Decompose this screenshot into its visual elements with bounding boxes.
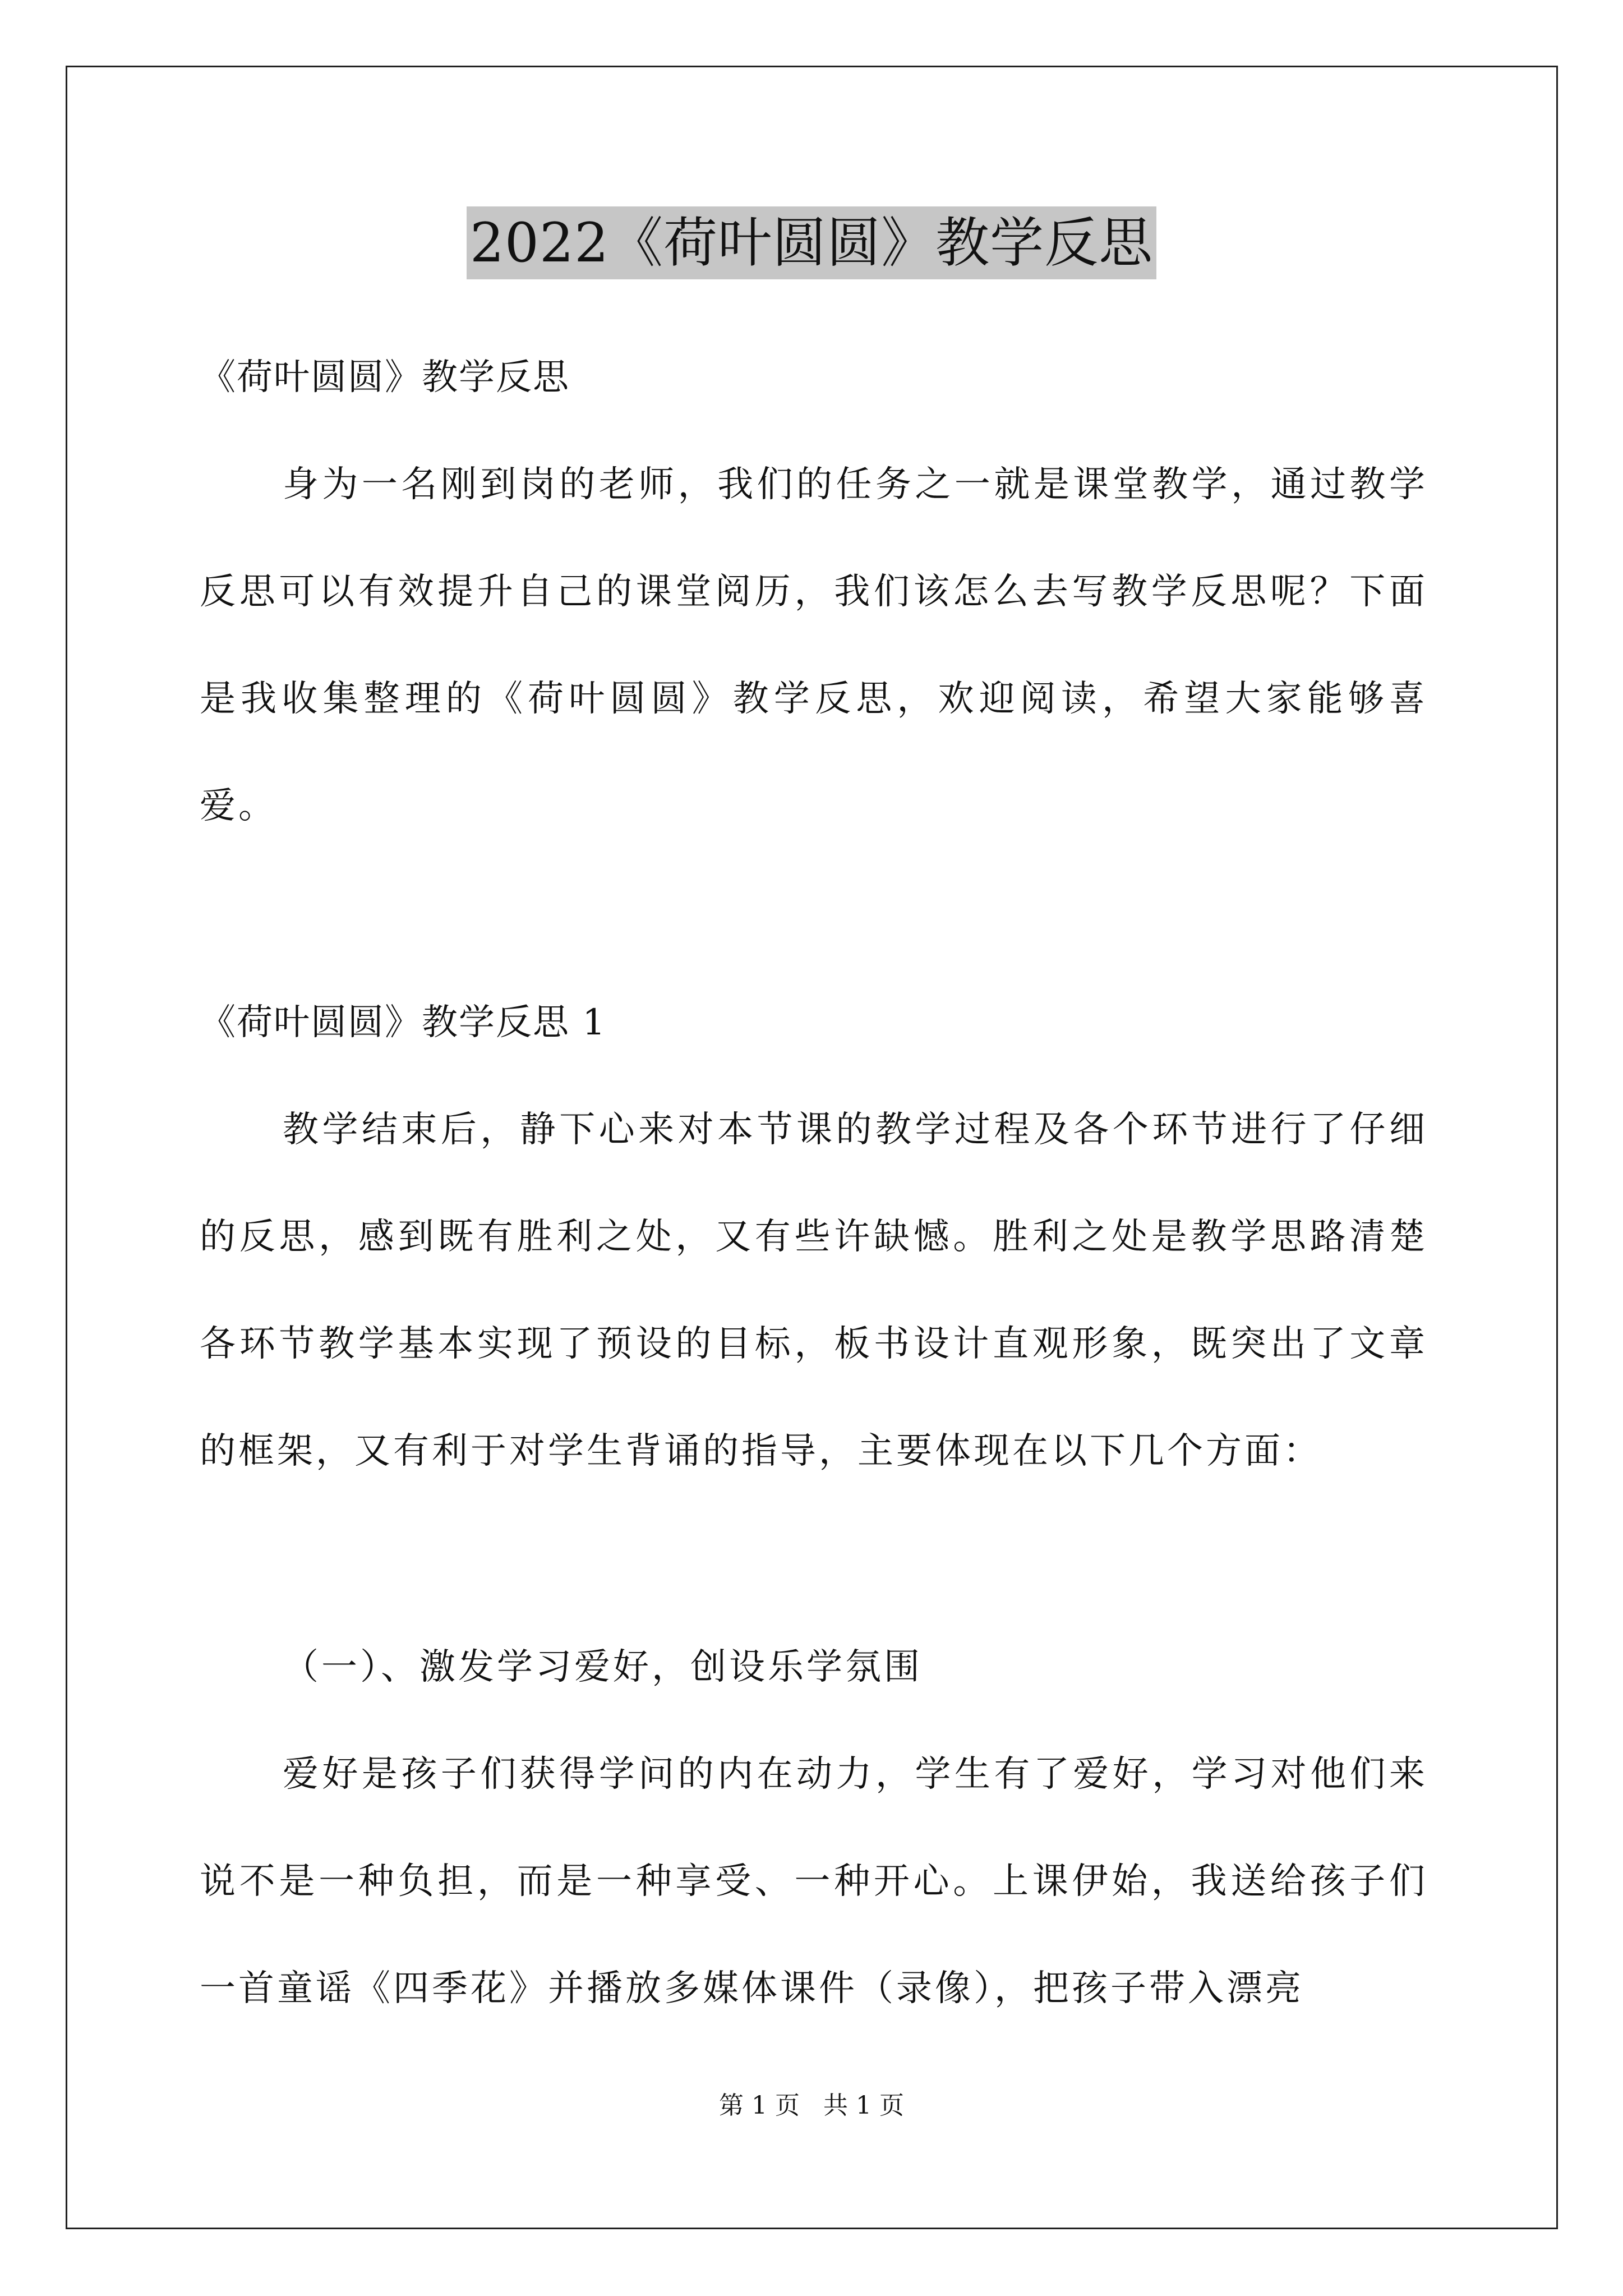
section-1-paragraph-2: 爱好是孩子们获得学问的内在动力，学生有了爱好，学习对他们来说不是一种负担，而是一种享受、一种开心。上课伊始，我送给孩子们一首童谣《四季花》并播放多媒体课件（录像），把孩子带入漂亮 — [200, 1754, 1428, 2009]
section-1-paragraph-1: 教学结束后，静下心来对本节课的教学过程及各个环节进行了仔细的反思，感到既有胜利之处，又有些许缺憾。胜利之处是教学思路清楚各环节教学基本实现了预设的目标，板书设计直观形象，既突出了文章的框架，又有利于对学生背诵的指导，主要体现在以下几个方面： — [200, 1109, 1428, 1472]
page-number-current: 第 1 页 — [719, 2091, 800, 2120]
section-1-point-1: （一）、激发学习爱好，创设乐学氛围 — [283, 1646, 923, 1688]
page-number-total: 共 1 页 — [823, 2091, 904, 2120]
document-title: 2022《荷叶圆圆》教学反思 — [467, 206, 1156, 279]
document-subtitle: 《荷叶圆圆》教学反思 — [200, 357, 570, 398]
title-container — [0, 206, 1623, 279]
section-1-heading: 《荷叶圆圆》教学反思 1 — [200, 1002, 607, 1043]
page-footer — [0, 2089, 1623, 2123]
intro-paragraph: 身为一名刚到岗的老师，我们的任务之一就是课堂教学，通过教学反思可以有效提升自己的课堂阅历，我们该怎么去写教学反思呢？下面是我收集整理的《荷叶圆圆》教学反思，欢迎阅读，希望大家能够喜爱。 — [200, 464, 1428, 827]
